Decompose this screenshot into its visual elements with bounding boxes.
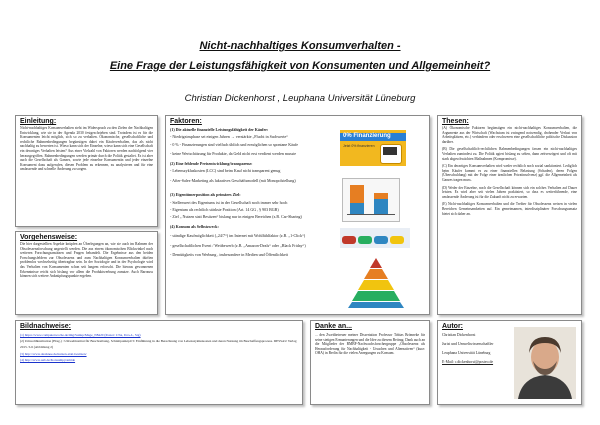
car-shape: [374, 236, 388, 244]
thesen-heading: Thesen:: [442, 118, 469, 125]
credit-link[interactable]: (1) https://www.computerwoche.de/img/Suitup/Mage_N8420 (Poster: CTA, D-G-L, Stg): [20, 333, 141, 337]
faktor-4-item: - ständige Kaufmöglichkeit („24/7“) im Internet mit Wohlfühlfaktor (z.B. „1-Click“): [170, 233, 306, 239]
autor-heading: Autor:: [442, 323, 463, 330]
bildnachweise-heading: Bildnachweise:: [20, 323, 71, 330]
credit-link[interactable]: (4) http://www.uab.de/Konsumpyramide: [20, 357, 76, 362]
faktor-4-item: - Demütigkeits von Werbung , insbesondere in Medien und Öffentlichkeit: [170, 251, 288, 257]
credit-item: [20, 357, 298, 363]
these-a: (A) Ökonomische Faktoren begünstigen ein nicht-nachhaltiges Konsumverhalten, die Argumente aus der Wirtschaft (Wachstum ist zwingend notwendig, drohender Verlust von Arbeitsplätzen, etc.) verhindern oder erschweren eine gesellschaftliche politische Diskussion darüber.: [442, 126, 577, 144]
faktor-3-item: - Ziel „ Nutzen statt Besitzen“ bislang nur in einigen Bereichen (z.B. Car-Sharing): [170, 214, 302, 220]
danke-heading: Danke an...: [315, 323, 352, 330]
pyramid-level: [370, 258, 382, 268]
lcc-chart-image: [342, 178, 400, 222]
title-line-1: Nicht-nachhaltiges Konsumverhalten -: [199, 40, 401, 52]
ad-label: 0% Finanzierung: [343, 133, 391, 139]
pyramid-level: [364, 269, 388, 279]
car-shape: [342, 236, 356, 244]
author-photo: [514, 327, 576, 399]
pyramid-level: [358, 280, 394, 290]
bildnachweise-list: [16, 330, 302, 365]
vorgehensweise-box: [15, 231, 158, 315]
faktor-1-item: - 0 % - Finanzierungen sind vielfach üblich und ermöglichen so spontane Käufe: [170, 142, 298, 148]
nutzen-statt-besitzen-image: [340, 228, 410, 248]
ad-sub: Jetzt 0% finanzieren: [343, 144, 375, 148]
konsumpyramide-image: [346, 256, 406, 310]
einleitung-box: [15, 115, 158, 227]
vorgehensweise-heading: Vorgehensweise:: [20, 234, 78, 241]
faktor-1-item: - Niedrigzinsphase sei einigen Jahren → verstärkte „Flucht in Sachwerte“: [170, 134, 289, 140]
faktor-1-title: (1) Die aktuelle finanzielle Leistungsfähigkeit der Käufer:: [170, 127, 269, 132]
car-shape: [358, 236, 372, 244]
faktor-3-item: - Eigentum als rechtlich stärkste Position (Art. 14 GG , § 903 BGB): [170, 206, 279, 212]
faktor-2-item: - After-Sales-Marketing als lukratives Geschäftsmodell (mit Monopolstellung): [170, 178, 296, 184]
credit-link[interactable]: (3) http://www.dealsnee.de/nutzen-statt-besitzen/: [20, 351, 87, 356]
faktor-2-title: (2) Eine fehlende Preisentwicklung/transparenz:: [170, 160, 253, 166]
finanzierung-ad-image: [340, 130, 406, 166]
pyramid-level: [352, 291, 400, 301]
faktor-3-title: (3) Eigentümerposition als primäres Ziel:: [170, 192, 241, 198]
vorgehensweise-text: Die hier dargestellten Aspekte knüpfen an Überlegungen an, wie sie auch im Rahmen der Obsoleszenzforschung angestellt werden. Die aus einem ökonomischen Blickwinkel nach weiteren Forschungsansätzen und Fragen behandelt. Die Ergebnisse aus den beiden Forschungsfeldern zur Obsoleszenz und zum Nachhaltigen Konsumverhalten dürften problemlos wechselseitig übertragbar sein. In der Soziologie und in der Psychologie wird das Verhalten von Konsumenten schon seit langem erforscht. Die hieraus gewonnenen Erkenntnisse reicht sich bislang vor allem die Produktwerbung zunutze. Auch Barrauss können sich weitere Anknüpfungspunkte ergeben.: [20, 242, 153, 279]
author-line: Christian Dickenhorst , Leuphana Universität Lüneburg: [184, 93, 416, 104]
pyramid-level: [348, 302, 404, 308]
title-line-2: Eine Frage der Leistungsfähigkeit von Konsumenten und Allgemeinheit?: [109, 60, 491, 72]
autor-email[interactable]: E-Mail: c.dickenhorst@posteo.de: [442, 360, 494, 364]
faktor-1-item: - keine Wertschätzung für Produkte, da Geld nicht erst verdient werden musste: [170, 150, 297, 156]
bildnachweise-box: [15, 320, 303, 405]
lcc-axis: [347, 214, 395, 215]
autor-role: Jurist und Umweltwissenschaftler: [442, 342, 494, 346]
autor-details: [438, 330, 510, 368]
thesen-text: [438, 125, 581, 220]
faktor-4-item: - gesellschaftlichen Event / Wettbewerb (z.B. „Amazon-Deals“ oder „Black Friday“): [170, 242, 306, 248]
these-e: (E) Nicht-nachhaltiges Konsumverhalten und die Treiber für Obsoleszenz weisen in vielen Bereichen Gemeinsamkeiten auf. Ein gemeinsamen, interdisziplinärer Forschungsansatz bietet sich daher an.: [442, 202, 577, 216]
danke-text: ... den Zweitbetreuer meiner Dissertation Professor Tobias Brönneke für seine stetigen Ermunterungen und die Idee zu diesem Beitrag; Dank auch an die Mitglieder der BMBF-Nachwuchsforschergruppe „Obsoleszenz als Herausforderung für Nachhaltigkeit - Ursachen und Alternativen“ (kurz: OHA) in Berlin für die vielen Anregungen zu Konsum.: [315, 333, 425, 356]
einleitung-heading: Einleitung:: [20, 118, 57, 125]
faktoren-heading: Faktoren:: [170, 118, 202, 125]
photo-face: [531, 340, 559, 374]
these-d: (D) Weder der Einzelne, noch die Gesellschaft können sich ein solches Verhalten auf Dauer leisten. Es wird aber seit vielen Jahren praktiziert, so dass es weiterführende, eine umfassende Änderung ist für die Zukunft nicht zu erwarten.: [442, 185, 577, 199]
these-b: (B) Die gesellschaftlich-rechtlichen Rahmenbedingungen fassen ein nicht-nachhaltiges Verhalten zumindest zu. Die Politik agiert bislang zu selten, dann zeitverzögert und oft mit stark abgeschwächten Maßnahmen (Kompromisse).: [442, 147, 577, 161]
danke-box: [310, 320, 430, 405]
these-c: (C) Ein derartiges Konsumverhalten wird weder rechtlich noch sozial sanktioniert. Lediglich beim Käufer kommt es zu einer finanziellen Belastung (Schaden), deren Folgen (Überschuldung) mit der Folge einer ärmlichen Privatinsolvenz) ggf. die Allgemeinheit als Ganzes tragen muss.: [442, 164, 577, 182]
credit-item: (2) Umwelthinstitution (Hrsg.) : Umweltinstitut für Beschreibung, Schnittpunktpil 5: Einführung in die Berechnung von Lebenszykluskosten und deren Nutzung im Beschaffungsprozess. DESSAU Verlag 2015. S.6 (Abbildung 2): [20, 339, 297, 350]
einleitung-text: Nicht-nachhaltiges Konsumverhalten steht im Widerspruch zu den Zielen der Nachhaltigen Entwicklung, wie sie in der Agenda 2030 festgeschrieben sind. Trotzdem ist es für die Konsumenten leicht möglich, sich so zu verhalten. Ökonomische, gesellschaftliche und rechtliche Rahmenbedingungen begünstigen dabei ein Käuferverhalten, das als nicht nachhaltig zu bewerten ist. Wieso kann sich der Einzelne, wieso kann sich eine Gesellschaft ein derartiges Verhalten leisten? Aus einer Vielzahl von Faktoren werden nachfolgend vier herausgegriffen. Rahmenbedingungen werden primär durch die Politik gestaltet. Es ist aber auch die Gesellschaft als Ganzes, sowie jede einzelne Konsumentin und jeder einzelne Konsument dazu aufgerufen, diesen Problem zu erkennen, zu analysieren und für eine umfassende und schnelle Änderung zu sorgen.: [20, 126, 153, 172]
faktor-2-item: - Lebenszykluskosten (LCC) sind beim Kauf nicht transparent genug: [170, 168, 281, 174]
faktor-3-item: - Stellenwert des Eigentums ist in der Gesellschaft noch immer sehr hoch: [170, 199, 288, 205]
autor-box: [437, 320, 582, 405]
faktoren-box: [165, 115, 430, 315]
autor-name: Christian Dickenhorst: [442, 333, 476, 337]
autor-institution: Leuphana Universität Lüneburg: [442, 351, 491, 355]
car-shape: [390, 236, 404, 244]
ad-product-screen: [383, 147, 397, 155]
lcc-bar: [374, 199, 388, 215]
thesen-box: [437, 115, 582, 315]
faktor-4-title: (4) Konsum als Selbstzweck:: [170, 224, 219, 230]
